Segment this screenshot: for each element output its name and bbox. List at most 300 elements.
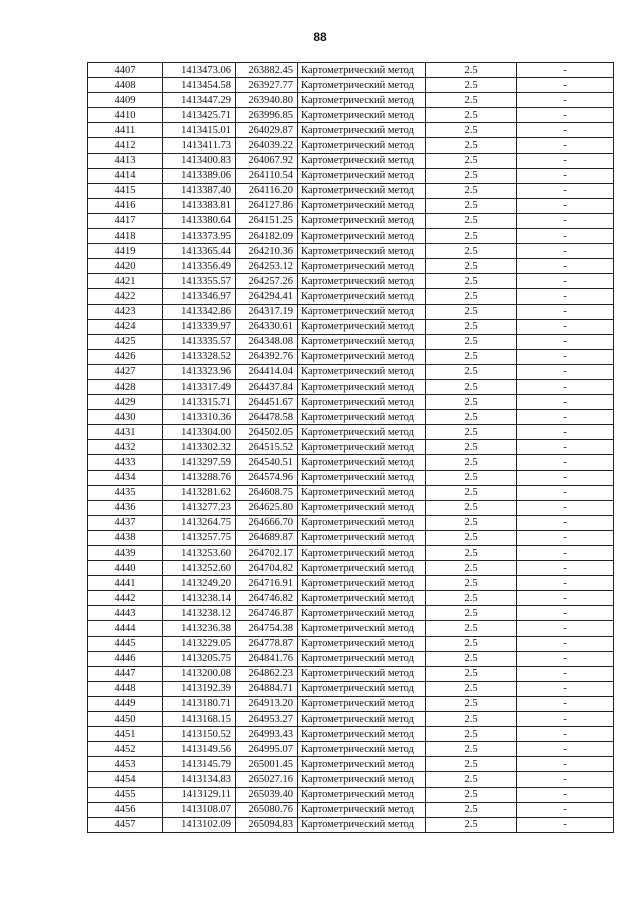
y-coordinate-cell: 264348.08 — [236, 334, 298, 349]
accuracy-cell: 2.5 — [426, 546, 517, 561]
table-row — [88, 742, 614, 757]
x-coordinate-cell: 1413365.44 — [163, 244, 236, 259]
x-coordinate-cell: 1413383.81 — [163, 198, 236, 213]
table-row — [88, 470, 614, 485]
method-cell: Картометрический метод — [298, 817, 426, 832]
accuracy-cell: 2.5 — [426, 63, 517, 78]
note-cell: - — [517, 440, 614, 455]
note-cell: - — [517, 379, 614, 394]
accuracy-cell: 2.5 — [426, 591, 517, 606]
x-coordinate-cell: 1413335.57 — [163, 334, 236, 349]
table-row — [88, 681, 614, 696]
y-coordinate-cell: 264746.82 — [236, 591, 298, 606]
note-cell: - — [517, 63, 614, 78]
y-coordinate-cell: 264414.04 — [236, 364, 298, 379]
accuracy-cell: 2.5 — [426, 213, 517, 228]
table-row — [88, 757, 614, 772]
note-cell: - — [517, 244, 614, 259]
accuracy-cell: 2.5 — [426, 651, 517, 666]
note-cell: - — [517, 123, 614, 138]
y-coordinate-cell: 264330.61 — [236, 319, 298, 334]
y-coordinate-cell: 264317.19 — [236, 304, 298, 319]
note-cell: - — [517, 410, 614, 425]
point-number-cell: 4420 — [88, 259, 163, 274]
accuracy-cell: 2.5 — [426, 666, 517, 681]
table-row — [88, 304, 614, 319]
method-cell: Картометрический метод — [298, 621, 426, 636]
table-row — [88, 787, 614, 802]
x-coordinate-cell: 1413339.97 — [163, 319, 236, 334]
method-cell: Картометрический метод — [298, 198, 426, 213]
y-coordinate-cell: 264127.86 — [236, 198, 298, 213]
table-row — [88, 63, 614, 78]
note-cell: - — [517, 319, 614, 334]
note-cell: - — [517, 576, 614, 591]
x-coordinate-cell: 1413200.08 — [163, 666, 236, 681]
table-row — [88, 123, 614, 138]
note-cell: - — [517, 817, 614, 832]
point-number-cell: 4412 — [88, 138, 163, 153]
method-cell: Картометрический метод — [298, 244, 426, 259]
accuracy-cell: 2.5 — [426, 198, 517, 213]
note-cell: - — [517, 546, 614, 561]
y-coordinate-cell: 264608.75 — [236, 485, 298, 500]
method-cell: Картометрический метод — [298, 319, 426, 334]
y-coordinate-cell: 265001.45 — [236, 757, 298, 772]
y-coordinate-cell: 264110.54 — [236, 168, 298, 183]
point-number-cell: 4447 — [88, 666, 163, 681]
table-row — [88, 772, 614, 787]
note-cell: - — [517, 757, 614, 772]
method-cell: Картометрический метод — [298, 576, 426, 591]
table-row — [88, 319, 614, 334]
table-row — [88, 153, 614, 168]
y-coordinate-cell: 264625.80 — [236, 500, 298, 515]
y-coordinate-cell: 264754.38 — [236, 621, 298, 636]
point-number-cell: 4445 — [88, 636, 163, 651]
table-body — [88, 63, 614, 833]
x-coordinate-cell: 1413150.52 — [163, 727, 236, 742]
note-cell: - — [517, 802, 614, 817]
x-coordinate-cell: 1413473.06 — [163, 63, 236, 78]
y-coordinate-cell: 264540.51 — [236, 455, 298, 470]
method-cell: Картометрический метод — [298, 485, 426, 500]
table-row — [88, 636, 614, 651]
x-coordinate-cell: 1413346.97 — [163, 289, 236, 304]
point-number-cell: 4430 — [88, 410, 163, 425]
table-row — [88, 727, 614, 742]
note-cell: - — [517, 742, 614, 757]
x-coordinate-cell: 1413134.83 — [163, 772, 236, 787]
method-cell: Картометрический метод — [298, 213, 426, 228]
point-number-cell: 4449 — [88, 696, 163, 711]
y-coordinate-cell: 265027.16 — [236, 772, 298, 787]
method-cell: Картометрический метод — [298, 440, 426, 455]
table-row — [88, 500, 614, 515]
x-coordinate-cell: 1413192.39 — [163, 681, 236, 696]
accuracy-cell: 2.5 — [426, 274, 517, 289]
method-cell: Картометрический метод — [298, 712, 426, 727]
point-number-cell: 4441 — [88, 576, 163, 591]
point-number-cell: 4425 — [88, 334, 163, 349]
point-number-cell: 4437 — [88, 515, 163, 530]
y-coordinate-cell: 263940.80 — [236, 93, 298, 108]
x-coordinate-cell: 1413355.57 — [163, 274, 236, 289]
x-coordinate-cell: 1413129.11 — [163, 787, 236, 802]
accuracy-cell: 2.5 — [426, 530, 517, 545]
y-coordinate-cell: 265094.83 — [236, 817, 298, 832]
method-cell: Картометрический метод — [298, 727, 426, 742]
y-coordinate-cell: 264257.26 — [236, 274, 298, 289]
table-row — [88, 712, 614, 727]
accuracy-cell: 2.5 — [426, 93, 517, 108]
note-cell: - — [517, 349, 614, 364]
method-cell: Картометрический метод — [298, 304, 426, 319]
point-number-cell: 4427 — [88, 364, 163, 379]
method-cell: Картометрический метод — [298, 63, 426, 78]
x-coordinate-cell: 1413328.52 — [163, 349, 236, 364]
note-cell: - — [517, 168, 614, 183]
table-row — [88, 515, 614, 530]
method-cell: Картометрический метод — [298, 530, 426, 545]
x-coordinate-cell: 1413297.59 — [163, 455, 236, 470]
point-number-cell: 4415 — [88, 183, 163, 198]
accuracy-cell: 2.5 — [426, 440, 517, 455]
table-row — [88, 546, 614, 561]
note-cell: - — [517, 696, 614, 711]
point-number-cell: 4455 — [88, 787, 163, 802]
accuracy-cell: 2.5 — [426, 455, 517, 470]
y-coordinate-cell: 264253.12 — [236, 259, 298, 274]
method-cell: Картометрический метод — [298, 742, 426, 757]
method-cell: Картометрический метод — [298, 93, 426, 108]
y-coordinate-cell: 263996.85 — [236, 108, 298, 123]
y-coordinate-cell: 264704.82 — [236, 561, 298, 576]
y-coordinate-cell: 264778.87 — [236, 636, 298, 651]
accuracy-cell: 2.5 — [426, 772, 517, 787]
x-coordinate-cell: 1413205.75 — [163, 651, 236, 666]
method-cell: Картометрический метод — [298, 666, 426, 681]
accuracy-cell: 2.5 — [426, 334, 517, 349]
method-cell: Картометрический метод — [298, 153, 426, 168]
accuracy-cell: 2.5 — [426, 802, 517, 817]
note-cell: - — [517, 561, 614, 576]
accuracy-cell: 2.5 — [426, 364, 517, 379]
x-coordinate-cell: 1413168.15 — [163, 712, 236, 727]
accuracy-cell: 2.5 — [426, 395, 517, 410]
method-cell: Картометрический метод — [298, 425, 426, 440]
x-coordinate-cell: 1413236.38 — [163, 621, 236, 636]
point-number-cell: 4431 — [88, 425, 163, 440]
method-cell: Картометрический метод — [298, 259, 426, 274]
x-coordinate-cell: 1413373.95 — [163, 229, 236, 244]
method-cell: Картометрический метод — [298, 395, 426, 410]
method-cell: Картометрический метод — [298, 561, 426, 576]
table-row — [88, 530, 614, 545]
accuracy-cell: 2.5 — [426, 485, 517, 500]
table-row — [88, 274, 614, 289]
method-cell: Картометрический метод — [298, 470, 426, 485]
method-cell: Картометрический метод — [298, 515, 426, 530]
table-row — [88, 591, 614, 606]
method-cell: Картометрический метод — [298, 183, 426, 198]
x-coordinate-cell: 1413380.64 — [163, 213, 236, 228]
accuracy-cell: 2.5 — [426, 304, 517, 319]
point-number-cell: 4453 — [88, 757, 163, 772]
note-cell: - — [517, 681, 614, 696]
accuracy-cell: 2.5 — [426, 410, 517, 425]
y-coordinate-cell: 264841.76 — [236, 651, 298, 666]
accuracy-cell: 2.5 — [426, 425, 517, 440]
x-coordinate-cell: 1413264.75 — [163, 515, 236, 530]
y-coordinate-cell: 264067.92 — [236, 153, 298, 168]
point-number-cell: 4411 — [88, 123, 163, 138]
x-coordinate-cell: 1413108.07 — [163, 802, 236, 817]
method-cell: Картометрический метод — [298, 546, 426, 561]
point-number-cell: 4418 — [88, 229, 163, 244]
method-cell: Картометрический метод — [298, 229, 426, 244]
y-coordinate-cell: 263882.45 — [236, 63, 298, 78]
table-row — [88, 379, 614, 394]
point-number-cell: 4435 — [88, 485, 163, 500]
point-number-cell: 4450 — [88, 712, 163, 727]
point-number-cell: 4440 — [88, 561, 163, 576]
point-number-cell: 4454 — [88, 772, 163, 787]
accuracy-cell: 2.5 — [426, 787, 517, 802]
point-number-cell: 4421 — [88, 274, 163, 289]
accuracy-cell: 2.5 — [426, 183, 517, 198]
x-coordinate-cell: 1413249.20 — [163, 576, 236, 591]
point-number-cell: 4417 — [88, 213, 163, 228]
method-cell: Картометрический метод — [298, 500, 426, 515]
y-coordinate-cell: 264515.52 — [236, 440, 298, 455]
x-coordinate-cell: 1413281.62 — [163, 485, 236, 500]
point-number-cell: 4428 — [88, 379, 163, 394]
point-number-cell: 4448 — [88, 681, 163, 696]
note-cell: - — [517, 274, 614, 289]
y-coordinate-cell: 264953.27 — [236, 712, 298, 727]
method-cell: Картометрический метод — [298, 696, 426, 711]
point-number-cell: 4457 — [88, 817, 163, 832]
table-row — [88, 561, 614, 576]
point-number-cell: 4443 — [88, 606, 163, 621]
y-coordinate-cell: 264993.43 — [236, 727, 298, 742]
x-coordinate-cell: 1413277.23 — [163, 500, 236, 515]
table-row — [88, 183, 614, 198]
x-coordinate-cell: 1413257.75 — [163, 530, 236, 545]
point-number-cell: 4423 — [88, 304, 163, 319]
note-cell: - — [517, 395, 614, 410]
note-cell: - — [517, 772, 614, 787]
x-coordinate-cell: 1413229.05 — [163, 636, 236, 651]
y-coordinate-cell: 264182.09 — [236, 229, 298, 244]
accuracy-cell: 2.5 — [426, 123, 517, 138]
accuracy-cell: 2.5 — [426, 727, 517, 742]
accuracy-cell: 2.5 — [426, 349, 517, 364]
note-cell: - — [517, 485, 614, 500]
y-coordinate-cell: 265039.40 — [236, 787, 298, 802]
point-number-cell: 4413 — [88, 153, 163, 168]
accuracy-cell: 2.5 — [426, 561, 517, 576]
method-cell: Картометрический метод — [298, 636, 426, 651]
method-cell: Картометрический метод — [298, 364, 426, 379]
y-coordinate-cell: 264451.67 — [236, 395, 298, 410]
y-coordinate-cell: 264392.76 — [236, 349, 298, 364]
table-row — [88, 138, 614, 153]
note-cell: - — [517, 304, 614, 319]
x-coordinate-cell: 1413288.76 — [163, 470, 236, 485]
x-coordinate-cell: 1413454.58 — [163, 78, 236, 93]
method-cell: Картометрический метод — [298, 379, 426, 394]
accuracy-cell: 2.5 — [426, 757, 517, 772]
accuracy-cell: 2.5 — [426, 168, 517, 183]
y-coordinate-cell: 263927.77 — [236, 78, 298, 93]
y-coordinate-cell: 264995.07 — [236, 742, 298, 757]
x-coordinate-cell: 1413102.09 — [163, 817, 236, 832]
table-row — [88, 696, 614, 711]
table-row — [88, 440, 614, 455]
x-coordinate-cell: 1413400.83 — [163, 153, 236, 168]
y-coordinate-cell: 264210.36 — [236, 244, 298, 259]
table-row — [88, 168, 614, 183]
table-row — [88, 334, 614, 349]
x-coordinate-cell: 1413238.12 — [163, 606, 236, 621]
accuracy-cell: 2.5 — [426, 636, 517, 651]
method-cell: Картометрический метод — [298, 123, 426, 138]
method-cell: Картометрический метод — [298, 787, 426, 802]
note-cell: - — [517, 530, 614, 545]
table-row — [88, 93, 614, 108]
accuracy-cell: 2.5 — [426, 319, 517, 334]
method-cell: Картометрический метод — [298, 651, 426, 666]
accuracy-cell: 2.5 — [426, 153, 517, 168]
note-cell: - — [517, 455, 614, 470]
table-row — [88, 213, 614, 228]
table-row — [88, 349, 614, 364]
x-coordinate-cell: 1413342.86 — [163, 304, 236, 319]
point-number-cell: 4444 — [88, 621, 163, 636]
method-cell: Картометрический метод — [298, 455, 426, 470]
method-cell: Картометрический метод — [298, 78, 426, 93]
note-cell: - — [517, 78, 614, 93]
point-number-cell: 4416 — [88, 198, 163, 213]
method-cell: Картометрический метод — [298, 772, 426, 787]
point-number-cell: 4433 — [88, 455, 163, 470]
table-row — [88, 259, 614, 274]
accuracy-cell: 2.5 — [426, 712, 517, 727]
point-number-cell: 4422 — [88, 289, 163, 304]
point-number-cell: 4439 — [88, 546, 163, 561]
x-coordinate-cell: 1413180.71 — [163, 696, 236, 711]
note-cell: - — [517, 515, 614, 530]
y-coordinate-cell: 264029.87 — [236, 123, 298, 138]
method-cell: Картометрический метод — [298, 410, 426, 425]
x-coordinate-cell: 1413356.49 — [163, 259, 236, 274]
point-number-cell: 4408 — [88, 78, 163, 93]
point-number-cell: 4442 — [88, 591, 163, 606]
accuracy-cell: 2.5 — [426, 681, 517, 696]
note-cell: - — [517, 666, 614, 681]
note-cell: - — [517, 213, 614, 228]
y-coordinate-cell: 264151.25 — [236, 213, 298, 228]
y-coordinate-cell: 264746.87 — [236, 606, 298, 621]
table-row — [88, 817, 614, 832]
page-number: 88 — [313, 30, 327, 44]
note-cell: - — [517, 470, 614, 485]
note-cell: - — [517, 636, 614, 651]
y-coordinate-cell: 264884.71 — [236, 681, 298, 696]
method-cell: Картометрический метод — [298, 802, 426, 817]
accuracy-cell: 2.5 — [426, 515, 517, 530]
note-cell: - — [517, 289, 614, 304]
x-coordinate-cell: 1413304.00 — [163, 425, 236, 440]
note-cell: - — [517, 138, 614, 153]
point-number-cell: 4452 — [88, 742, 163, 757]
note-cell: - — [517, 606, 614, 621]
point-number-cell: 4456 — [88, 802, 163, 817]
point-number-cell: 4410 — [88, 108, 163, 123]
y-coordinate-cell: 264574.96 — [236, 470, 298, 485]
table-row — [88, 651, 614, 666]
table-row — [88, 410, 614, 425]
table-row — [88, 289, 614, 304]
method-cell: Картометрический метод — [298, 757, 426, 772]
table-row — [88, 485, 614, 500]
x-coordinate-cell: 1413323.96 — [163, 364, 236, 379]
point-number-cell: 4409 — [88, 93, 163, 108]
accuracy-cell: 2.5 — [426, 78, 517, 93]
x-coordinate-cell: 1413145.79 — [163, 757, 236, 772]
accuracy-cell: 2.5 — [426, 621, 517, 636]
method-cell: Картометрический метод — [298, 349, 426, 364]
point-number-cell: 4438 — [88, 530, 163, 545]
accuracy-cell: 2.5 — [426, 470, 517, 485]
note-cell: - — [517, 425, 614, 440]
accuracy-cell: 2.5 — [426, 259, 517, 274]
method-cell: Картометрический метод — [298, 138, 426, 153]
y-coordinate-cell: 264666.70 — [236, 515, 298, 530]
x-coordinate-cell: 1413411.73 — [163, 138, 236, 153]
y-coordinate-cell: 264702.17 — [236, 546, 298, 561]
table-row — [88, 576, 614, 591]
note-cell: - — [517, 621, 614, 636]
method-cell: Картометрический метод — [298, 334, 426, 349]
point-number-cell: 4436 — [88, 500, 163, 515]
accuracy-cell: 2.5 — [426, 229, 517, 244]
note-cell: - — [517, 153, 614, 168]
method-cell: Картометрический метод — [298, 168, 426, 183]
note-cell: - — [517, 183, 614, 198]
y-coordinate-cell: 264862.23 — [236, 666, 298, 681]
point-number-cell: 4424 — [88, 319, 163, 334]
coordinates-table — [87, 62, 614, 833]
method-cell: Картометрический метод — [298, 591, 426, 606]
point-number-cell: 4451 — [88, 727, 163, 742]
y-coordinate-cell: 264294.41 — [236, 289, 298, 304]
point-number-cell: 4432 — [88, 440, 163, 455]
x-coordinate-cell: 1413315.71 — [163, 395, 236, 410]
point-number-cell: 4446 — [88, 651, 163, 666]
y-coordinate-cell: 264437.84 — [236, 379, 298, 394]
x-coordinate-cell: 1413302.32 — [163, 440, 236, 455]
note-cell: - — [517, 591, 614, 606]
accuracy-cell: 2.5 — [426, 244, 517, 259]
point-number-cell: 4429 — [88, 395, 163, 410]
x-coordinate-cell: 1413389.06 — [163, 168, 236, 183]
method-cell: Картометрический метод — [298, 289, 426, 304]
note-cell: - — [517, 108, 614, 123]
note-cell: - — [517, 651, 614, 666]
